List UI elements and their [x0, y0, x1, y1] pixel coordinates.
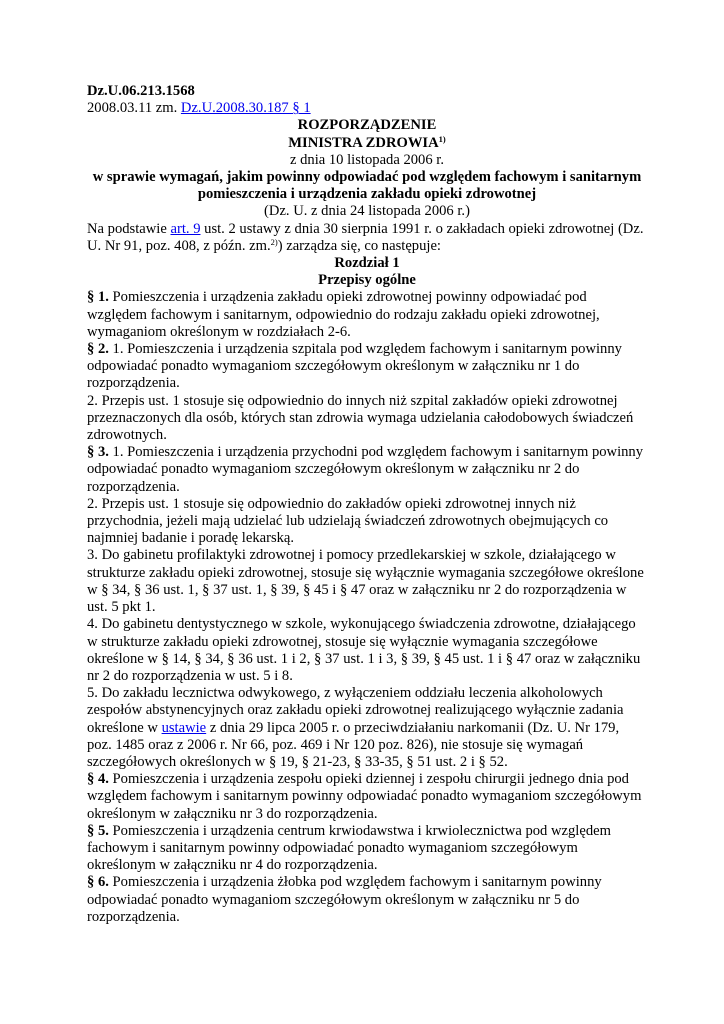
section-number: § 1. [87, 289, 109, 306]
act-link[interactable]: ustawie [161, 719, 207, 736]
section-number: § 3. [87, 444, 109, 461]
para-text: 5. Do zakładu lecznictwa odwykowego, z wyłączeniem oddziału leczenia alkoholowych zespołów abstynencyjnych oraz zakładu opieki zdrowotnej realizującego wyłącznie zadania określone w [87, 685, 624, 736]
regulation-type: ROZPORZĄDZENIE [297, 117, 437, 134]
document-id: Dz.U.06.213.1568 [87, 83, 195, 99]
section-3-para-4: 4. Do gabinetu dentystycznego w szkole, wykonującego świadczenia zdrowotne, działającego w strukturze zakładu opieki zdrowotnej, stosuje się wyłącznie wymagania szczegółowe określone w § 14, § 34, § 36 ust. 1 i 2, § 37 ust. 1 i 3, § 39, § 45 ust. 1 i § 47 oraz w załączniku nr 2 do rozporządzenia w ust. 5 i 8. [87, 616, 641, 684]
section-6 [87, 874, 647, 926]
regulation-subject-line2: pomieszczenia i urządzenia zakładu opieki zdrowotnej [197, 186, 537, 203]
footnote-ref-1: 1) [438, 133, 446, 144]
footnote-ref-2: 2) [270, 236, 278, 247]
preamble [87, 221, 647, 255]
document-page [87, 83, 647, 926]
chapter-title: Przepisy ogólne [318, 272, 416, 289]
preamble-text-2: ust. 2 ustawy z dnia 30 sierpnia 1991 r. o zakładach opieki zdrowotnej (Dz. U. Nr 91, poz. 408, z późn. zm. [87, 220, 644, 254]
section-3 [87, 444, 647, 496]
section-number: § 5. [87, 822, 109, 839]
section-number: § 6. [87, 874, 109, 891]
issuing-authority [87, 135, 647, 152]
section-text: Pomieszczenia i urządzenia zakładu opieki zdrowotnej powinny odpowiadać pod względem fachowym i sanitarnym, odpowiednio do rodzaju zakładu opieki zdrowotnej, wymaganiom określonym w rozdziałach 2-6. [87, 289, 600, 340]
chapter-number: Rozdział 1 [334, 255, 400, 272]
section-3-para-5 [87, 685, 647, 771]
preamble-text: Na podstawie [87, 220, 171, 237]
section-text: Pomieszczenia i urządzenia centrum krwiodawstwa i krwiolecznictwa pod względem fachowym i sanitarnym powinny odpowiadać ponadto wymaganiom szczegółowym określonym w załączniku nr 4 do rozporządzenia. [87, 822, 611, 874]
amendment-line [87, 100, 647, 117]
issuing-authority-text: MINISTRA ZDROWIA [288, 134, 439, 151]
section-5 [87, 823, 647, 875]
section-number: § 2. [87, 341, 109, 358]
section-text: 1. Pomieszczenia i urządzenia przychodni pod względem fachowym i sanitarnym powinny odpowiadać ponadto wymaganiom szczegółowym określonym w załączniku nr 2 do rozporządzenia. [87, 444, 644, 495]
section-3-para-2: 2. Przepis ust. 1 stosuje się odpowiednio do zakładów opieki zdrowotnej innych niż przychodnia, jeżeli mają udzielać lub udzielają świadczeń zdrowotnych obejmujących co najmniej badanie i poradę lekarską. [87, 495, 609, 547]
section-text: 1. Pomieszczenia i urządzenia szpitala pod względem fachowym i sanitarnym powinny odpowiadać ponadto wymaganiom szczegółowym określonym w załączniku nr 1 do rozporządzenia. [87, 341, 622, 392]
section-3-para-3: 3. Do gabinetu profilaktyki zdrowotnej i pomocy przedlekarskiej w szkole, działającego w strukturze zakładu opieki zdrowotnej, stosuje się wyłącznie wymagania szczegółowe określone w § 34, § 36 ust. 1, § 37 ust. 1, § 39, § 45 i § 47 oraz w załączniku nr 2 do rozporządzenia w ust. 5 pkt 1. [87, 547, 644, 616]
preamble-end: ) zarządza się, co następuje: [277, 237, 441, 254]
section-text: Pomieszczenia i urządzenia zespołu opieki dziennej i zespołu chirurgii jednego dnia pod względem fachowym i sanitarnym powinny odpowiadać ponadto wymaganiom szczegółowym określonym w załączniku nr 3 do rozporządzenia. [87, 771, 642, 822]
section-1 [87, 289, 647, 341]
section-2 [87, 341, 647, 393]
section-text: Pomieszczenia i urządzenia żłobka pod względem fachowym i sanitarnym powinny odpowiadać ponadto wymaganiom szczegółowym określonym w załączniku nr 5 do rozporządzenia. [87, 874, 602, 925]
article-link[interactable]: art. 9 [170, 220, 201, 237]
regulation-subject-line1: w sprawie wymagań, jakim powinny odpowiadać pod względem fachowym i sanitarnym [92, 169, 642, 186]
section-4 [87, 771, 647, 823]
section-number: § 4. [87, 771, 109, 788]
section-2-para-2: 2. Przepis ust. 1 stosuje się odpowiednio do innych niż szpital zakładów opieki zdrowotnej przeznaczonych dla osób, których stan zdrowia wymaga udzielania całodobowych świadczeń zdrowotnych. [87, 392, 634, 444]
amendment-prefix: 2008.03.11 zm. [87, 100, 181, 117]
publication-info: (Dz. U. z dnia 24 listopada 2006 r.) [264, 203, 470, 220]
amendment-link[interactable]: Dz.U.2008.30.187 § 1 [180, 100, 311, 117]
para-text-2: z dnia 29 lipca 2005 r. o przeciwdziałaniu narkomanii (Dz. U. Nr 179, poz. 1485 oraz z 2006 r. Nr 66, poz. 469 i Nr 120 poz. 826), nie stosuje się wymagań szczegółowych określonych w § 19, § 21-23, § 33-35, § 51 ust. 2 i § 52. [87, 719, 620, 770]
regulation-date: z dnia 10 listopada 2006 r. [289, 151, 445, 168]
